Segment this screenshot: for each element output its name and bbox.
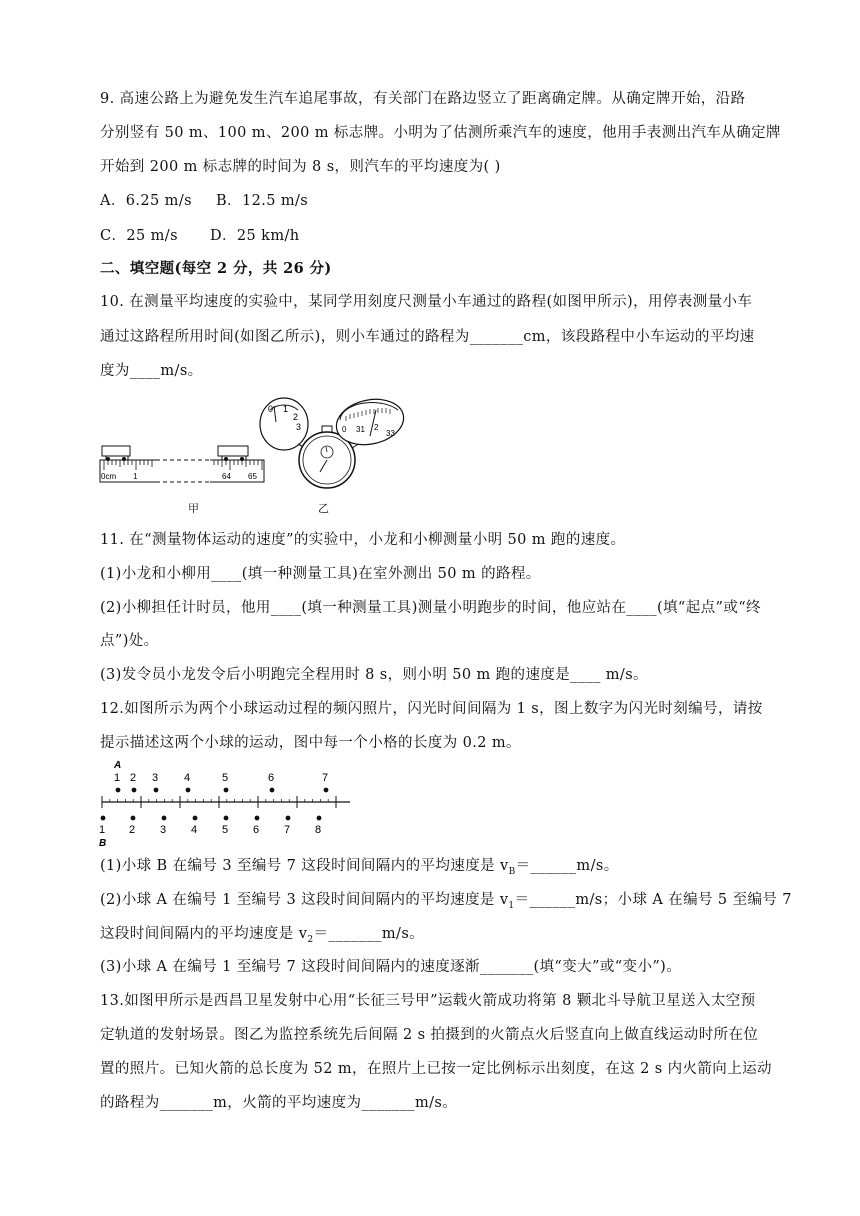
ball-b-num-7: 7 (284, 824, 291, 836)
ball-b-num-2: 2 (129, 824, 136, 836)
q13-line-3: 置的照片。已知火箭的总长度为 52 m，在照片上已按一定比例标示出刻度，在这 2 s 内火箭向上运动 (100, 1061, 772, 1077)
q13-line-4: 的路程为_______m，火箭的平均速度为_______m/s。 (100, 1095, 458, 1111)
figure-caption-yi: 乙 (318, 502, 329, 515)
q11-line-3: (2)小柳担任计时员，他用____(填一种测量工具)测量小明跑步的时间，他应站在____(填“起点”或“终 (100, 600, 761, 616)
q10-line-1: 10. 在测量平均速度的实验中，某同学用刻度尺测量小车通过的路程(如图甲所示)，用停表测量小车 (100, 294, 753, 310)
ball-b-num-5: 5 (222, 824, 229, 836)
q10-line-3: 度为____m/s。 (100, 363, 203, 379)
ball-b-num-4: 4 (191, 824, 198, 836)
q9-line-1: 9. 高速公路上为避免发生汽车追尾事故，有关部门在路边竖立了距离确定牌。从确定牌开始，沿路 (100, 91, 746, 107)
ball-a-num-6: 6 (268, 772, 275, 784)
q12-line-1: 12.如图所示为两个小球运动过程的频闪照片，闪光时间间隔为 1 s，图上数字为闪光时刻编号，请按 (100, 701, 763, 717)
big-dial-2: 2 (374, 423, 379, 432)
q11-line-2: (1)小龙和小柳用____(填一种测量工具)在室外测出 50 m 的路程。 (100, 566, 541, 582)
q12-line-4: (2)小球 A 在编号 1 至编号 3 这段时间间隔内的平均速度是 $v_1=\_\_\_\_\_\_m/s$；小球 A 在编号 5 至编号 7 (100, 892, 792, 911)
ball-a-num-5: 5 (222, 772, 229, 784)
q12-line-5-sub: 2 (307, 934, 314, 945)
q12-line-5: 这段时间间隔内的平均速度是 $v_2=\_\_\_\_\_\_\_m/s$。 (100, 926, 425, 945)
q12-line-3-sub: B (508, 866, 516, 877)
q9-option-b: B．12.5 m/s (216, 193, 309, 209)
q13-line-2: 定轨道的发射场景。图乙为监控系统先后间隔 2 s 拍摄到的火箭点火后竖直向上做直线运动时所在位 (100, 1027, 759, 1043)
stopwatch-figure (258, 396, 408, 492)
ruler-label-65: 65 (248, 472, 257, 481)
q11-line-1: 11. 在“测量物体运动的速度”的实验中，小龙和小柳测量小明 50 m 跑的速度。 (100, 532, 626, 548)
ball-b-num-8: 8 (315, 824, 322, 836)
strobe-figure (96, 758, 358, 850)
q12-line-2: 提示描述这两个小球的运动，图中每一个小格的长度为 0.2 m。 (100, 735, 521, 751)
big-dial-33: 33 (386, 429, 395, 438)
q9-option-d: D．25 km/h (210, 228, 300, 244)
ball-a-num-7: 7 (322, 772, 329, 784)
q10-line-2: 通过这路程所用时间(如图乙所示)，则小车通过的路程为_______cm，该段路程中小车运动的平均速 (100, 329, 755, 345)
q9-option-c: C．25 m/s (100, 228, 178, 244)
q9-line-3: 开始到 200 m 标志牌的时间为 8 s，则汽车的平均速度为( ) (100, 159, 501, 175)
q12-line-4-sub: 1 (508, 900, 515, 911)
ball-a-num-1: 1 (114, 772, 121, 784)
ruler-figure (98, 438, 268, 488)
ruler-label-0: 0cm (101, 472, 117, 481)
ball-a-num-3: 3 (152, 772, 159, 784)
ball-b-num-1: 1 (99, 824, 106, 836)
q11-line-5: (3)发令员小龙发令后小明跑完全程用时 8 s，则小明 50 m 跑的速度是____ m/s。 (100, 667, 648, 683)
ball-a-num-2: 2 (130, 772, 137, 784)
q9-line-2: 分别竖有 50 m、100 m、200 m 标志牌。小明为了估测所乘汽车的速度，他用手表测出汽车从确定牌 (100, 125, 781, 141)
small-dial-3: 3 (296, 422, 302, 432)
q12-line-3: (1)小球 B 在编号 3 至编号 7 这段时间间隔内的平均速度是 $v_B=\_\_\_\_\_\_m/s$。 (100, 858, 619, 877)
big-dial-31: 31 (356, 425, 365, 434)
ball-a-label: A (114, 760, 122, 771)
big-dial-0: 0 (342, 425, 347, 434)
ruler-label-1: 1 (133, 472, 138, 481)
q9-option-a: A．6.25 m/s (100, 193, 192, 209)
ball-b-num-3: 3 (160, 824, 167, 836)
ruler-label-64: 64 (222, 472, 231, 481)
section-heading: 二、填空题(每空 2 分，共 26 分) (100, 260, 332, 277)
q12-line-6: (3)小球 A 在编号 1 至编号 7 这段时间间隔内的速度逐渐_______(填“变大”或“变小”)。 (100, 959, 682, 975)
q13-line-1: 13.如图甲所示是西昌卫星发射中心用“长征三号甲”运载火箭成功将第 8 颗北斗导航卫星送入太空预 (100, 993, 756, 1009)
small-dial-2: 2 (293, 412, 299, 422)
small-dial-1: 1 (283, 404, 289, 414)
q11-line-4: 点”)处。 (100, 633, 159, 649)
figure-caption-jia: 甲 (188, 502, 199, 515)
ball-a-num-4: 4 (184, 772, 191, 784)
small-dial-0: 0 (268, 404, 274, 414)
ball-b-num-6: 6 (253, 824, 260, 836)
ball-b-label: B (99, 838, 107, 849)
